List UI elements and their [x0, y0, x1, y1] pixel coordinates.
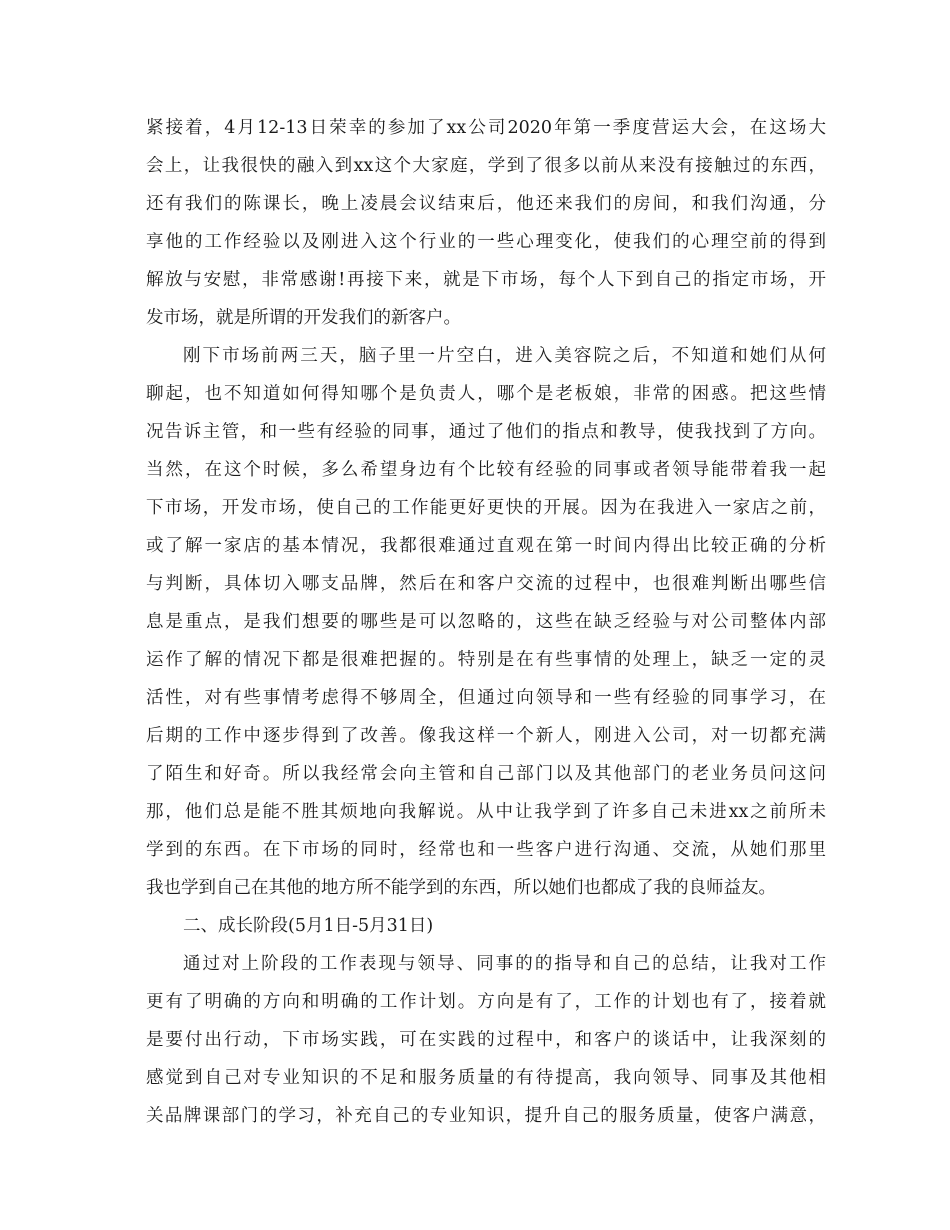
text-line: 更有了明确的方向和明确的工作计划。方向是有了，工作的计划也有了，接着就 — [146, 992, 826, 1012]
text-line: 学到的东西。在下市场的同时，经常也和一些客户进行沟通、交流，从她们那里 — [146, 840, 826, 860]
text-line: 了陌生和好奇。所以我经常会向主管和自己部门以及其他部门的老业务员问这问 — [146, 764, 826, 784]
text-line: 紧接着，4月12-13日荣幸的参加了xx公司2020年第一季度营运大会，在这场大 — [146, 118, 826, 138]
paragraph-first-line: 刚下市场前两三天，脑子里一片空白，进入美容院之后，不知道和她们从何 — [183, 346, 826, 366]
text-line: 解放与安慰，非常感谢!再接下来，就是下市场，每个人下到自己的指定市场，开 — [146, 270, 826, 290]
text-line: 下市场，开发市场，使自己的工作能更好更快的开展。因为在我进入一家店之前， — [146, 498, 826, 518]
paragraph-first-line: 通过对上阶段的工作表现与领导、同事的的指导和自己的总结，让我对工作 — [183, 954, 826, 974]
text-line: 后期的工作中逐步得到了改善。像我这样一个新人，刚进入公司，对一切都充满 — [146, 726, 826, 746]
text-line: 还有我们的陈课长，晚上凌晨会议结束后，他还来我们的房间，和我们沟通，分 — [146, 194, 826, 214]
text-line: 发市场，就是所谓的开发我们的新客户。 — [146, 308, 461, 328]
text-line: 或了解一家店的基本情况，我都很难通过直观在第一时间内得出比较正确的分析 — [146, 536, 826, 556]
text-line: 会上，让我很快的融入到xx这个大家庭，学到了很多以前从来没有接触过的东西， — [146, 156, 826, 176]
text-line: 那，他们总是能不胜其烦地向我解说。从中让我学到了许多自己未进xx之前所未 — [146, 802, 826, 822]
text-line: 是要付出行动，下市场实践，可在实践的过程中，和客户的谈话中，让我深刻的 — [146, 1030, 826, 1050]
text-line: 活性，对有些事情考虑得不够周全，但通过向领导和一些有经验的同事学习，在 — [146, 688, 826, 708]
text-line: 感觉到自己对专业知识的不足和服务质量的有待提高，我向领导、同事及其他相 — [146, 1068, 826, 1088]
text-line: 运作了解的情况下都是很难把握的。特别是在有些事情的处理上，缺乏一定的灵 — [146, 650, 826, 670]
text-line: 关品牌课部门的学习，补充自己的专业知识，提升自己的服务质量，使客户满意， — [146, 1106, 826, 1126]
text-line: 聊起，也不知道如何得知哪个是负责人，哪个是老板娘，非常的困惑。把这些情 — [146, 384, 826, 404]
text-line: 与判断，具体切入哪支品牌，然后在和客户交流的过程中，也很难判断出哪些信 — [146, 574, 826, 594]
text-line: 况告诉主管，和一些有经验的同事，通过了他们的指点和教导，使我找到了方向。 — [146, 422, 826, 442]
text-line: 享他的工作经验以及刚进入这个行业的一些心理变化，使我们的心理空前的得到 — [146, 232, 826, 252]
section-heading: 二、成长阶段(5月1日-5月31日) — [183, 916, 434, 936]
text-line: 当然，在这个时候，多么希望身边有个比较有经验的同事或者领导能带着我一起 — [146, 460, 826, 480]
text-line: 我也学到自己在其他的地方所不能学到的东西，所以她们也都成了我的良师益友。 — [146, 878, 776, 898]
text-line: 息是重点，是我们想要的哪些是可以忽略的，这些在缺乏经验与对公司整体内部 — [146, 612, 826, 632]
